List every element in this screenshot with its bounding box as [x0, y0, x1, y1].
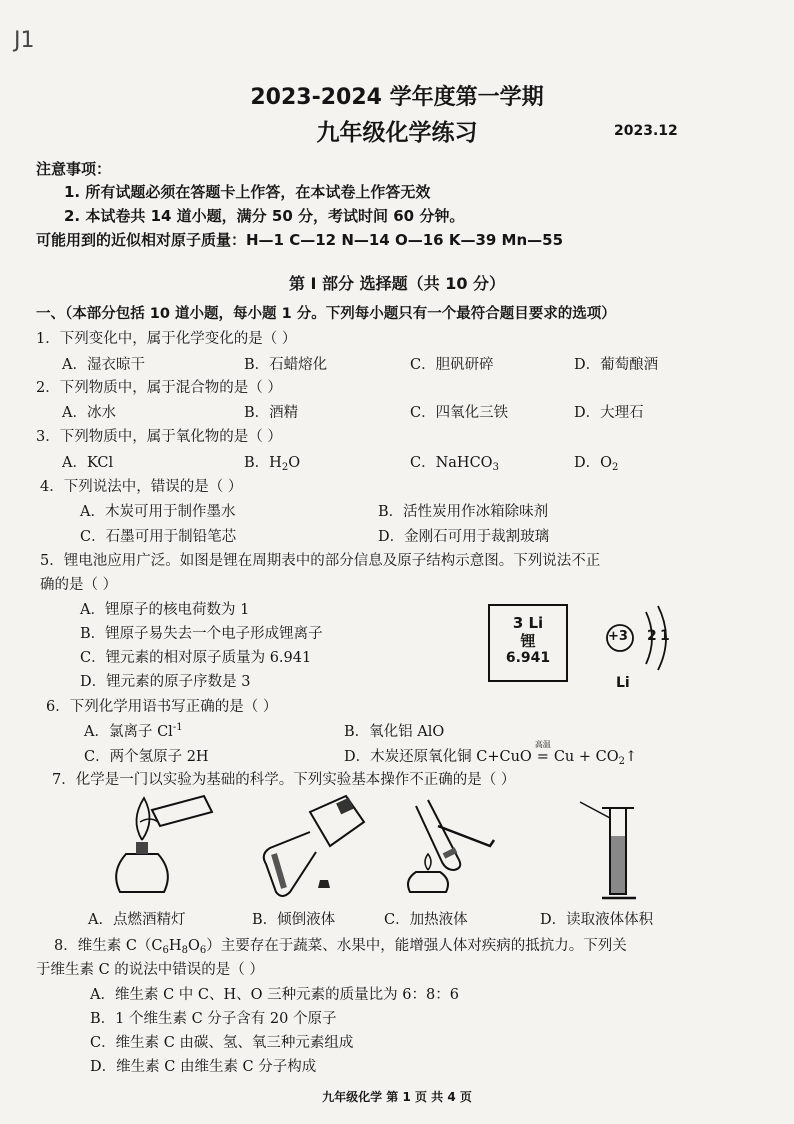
q8-h: H — [168, 938, 182, 954]
q2-option-a: A．冰水 — [62, 405, 116, 421]
q3-c-sub: 3 — [492, 462, 499, 473]
q6-a-sup: -1 — [172, 722, 183, 733]
q7-option-b: B．倾倒液体 — [252, 912, 336, 928]
question-8-stem — [54, 934, 627, 956]
q6-a-text: A．氯离子 Cl — [84, 724, 173, 740]
q1-option-a: A．湿衣晾干 — [62, 357, 145, 373]
q3-option-c — [410, 451, 499, 473]
q3-option-d — [574, 451, 618, 473]
q3-option-a: A．KCl — [62, 455, 114, 471]
q6-d-condition: 高温 = — [532, 749, 554, 765]
q8-option-c: C．维生素 C 由碳、氢、氧三种元素组成 — [90, 1035, 354, 1051]
part1-instruction: 一、（本部分包括 10 道小题，每小题 1 分。下列每小题只有一个最符合题目要求的选项） — [36, 306, 616, 322]
q8-stem-tail: ）主要存在于蔬菜、水果中，能增强人体对疾病的抵抗力。下列关 — [206, 938, 627, 954]
atom-shell-1: 2 — [647, 628, 657, 644]
question-5-stem: 5．锂电池应用广泛。如图是锂在周期表中的部分信息及原子结构示意图。下列说法不正 — [40, 553, 601, 569]
q5-option-d: D．锂元素的原子序数是 3 — [80, 674, 251, 690]
note-item: 1. 所有试题必须在答题卡上作答，在本试卷上作答无效 — [64, 183, 431, 201]
q4-option-b: B．活性炭用作冰箱除味剂 — [378, 504, 549, 520]
q8-option-a: A．维生素 C 中 C、H、O 三种元素的质量比为 6：8：6 — [90, 987, 459, 1003]
q6-option-c: C．两个氢原子 2H — [84, 749, 209, 765]
atom-nucleus-charge: +3 — [608, 629, 628, 644]
q4-option-c: C．石墨可用于制铅笔芯 — [80, 529, 237, 545]
q6-option-b: B．氧化铝 AlO — [344, 724, 445, 740]
alcohol-lamp-illustration — [100, 792, 220, 902]
q8-sub-h: 8 — [181, 945, 188, 956]
q2-option-d: D．大理石 — [574, 405, 644, 421]
question-3-stem: 3．下列物质中，属于氧化物的是（ ） — [36, 429, 282, 445]
q8-o: O — [187, 938, 200, 954]
question-7-stem: 7．化学是一门以实验为基础的科学。下列实验基本操作不正确的是（ ） — [52, 772, 516, 788]
q8-sub-o: 6 — [199, 945, 207, 956]
q1-option-d: D．葡萄酿酒 — [574, 357, 659, 373]
q2-option-b: B．酒精 — [244, 405, 299, 421]
atomic-masses: 可能用到的近似相对原子质量：H—1 C—12 N—14 O—16 K—39 Mn—55 — [36, 231, 564, 249]
q6-d-products: Cu + CO — [553, 749, 619, 765]
element-number-symbol: 3 Li — [512, 614, 544, 632]
element-mass: 6.941 — [505, 650, 551, 666]
part1-heading: 第 I 部分 选择题（共 10 分） — [288, 274, 506, 293]
question-6-stem: 6．下列化学用语书写正确的是（ ） — [46, 699, 278, 715]
page-footer: 九年级化学 第 1 页 共 4 页 — [322, 1090, 472, 1104]
q3-b-sub: 2 — [281, 462, 289, 473]
q7-option-a: A．点燃酒精灯 — [88, 912, 186, 928]
q5-option-a: A．锂原子的核电荷数为 1 — [80, 602, 250, 618]
q3-c-text: C．NaHCO — [410, 455, 493, 471]
q5-option-b: B．锂原子易失去一个电子形成锂离子 — [80, 626, 323, 642]
question-1-stem: 1．下列变化中，属于化学变化的是（ ） — [36, 331, 297, 347]
question-2-stem: 2．下列物质中，属于混合物的是（ ） — [36, 380, 282, 396]
corner-mark: J1 — [14, 28, 35, 53]
q8-option-d: D．维生素 C 由维生素 C 分子构成 — [90, 1059, 317, 1075]
question-5-stem-cont: 确的是（ ） — [40, 577, 118, 593]
q6-option-d — [344, 740, 638, 767]
q6-d-text: D．木炭还原氧化铜 C+CuO — [344, 749, 532, 765]
q8-sub-c: 6 — [162, 945, 169, 956]
atom-shell-2: 1 — [660, 628, 670, 644]
q3-b-text: B．H — [244, 455, 282, 471]
q3-b-tail: O — [288, 455, 301, 471]
exam-title-subject: 九年级化学练习 — [316, 120, 478, 146]
question-4-stem: 4．下列说法中，错误的是（ ） — [40, 479, 243, 495]
q2-option-c: C．四氧化三铁 — [410, 405, 509, 421]
q1-option-c: C．胆矾研碎 — [410, 357, 494, 373]
q1-option-b: B．石蜡熔化 — [244, 357, 328, 373]
q3-d-text: D．O — [574, 455, 613, 471]
q6-d-sub: 2 — [618, 756, 625, 767]
q7-option-d: D．读取液体体积 — [540, 912, 654, 928]
q6-d-arrow: ↑ — [624, 749, 638, 765]
q4-option-d: D．金刚石可用于裁割玻璃 — [378, 529, 550, 545]
q6-option-a — [84, 720, 183, 741]
note-item: 2. 本试卷共 14 道小题，满分 50 分，考试时间 60 分钟。 — [64, 207, 465, 225]
q7-option-c: C．加热液体 — [384, 912, 468, 928]
q3-option-b — [244, 451, 300, 473]
q3-d-sub: 2 — [612, 462, 619, 473]
heating-liquid-illustration — [398, 796, 508, 906]
q8-stem-head: 8．维生素 C（C — [54, 938, 163, 954]
notes-heading: 注意事项： — [36, 160, 112, 178]
pouring-liquid-illustration — [250, 792, 370, 902]
graduated-cylinder-illustration — [580, 798, 650, 908]
q6-d-condition-text: 高温 — [534, 740, 551, 749]
exam-date: 2023.12 — [614, 123, 678, 139]
question-8-stem-cont: 于维生素 C 的说法中错误的是（ ） — [36, 962, 264, 978]
q8-option-b: B．1 个维生素 C 分子含有 20 个原子 — [90, 1011, 337, 1027]
exam-title-year: 2023-2024 学年度第一学期 — [250, 85, 544, 110]
q5-option-c: C．锂元素的相对原子质量为 6.941 — [80, 650, 312, 666]
element-name: 锂 — [520, 632, 536, 650]
q4-option-a: A．木炭可用于制作墨水 — [80, 504, 236, 520]
lithium-element-box — [488, 604, 568, 682]
atom-symbol: Li — [616, 675, 630, 691]
